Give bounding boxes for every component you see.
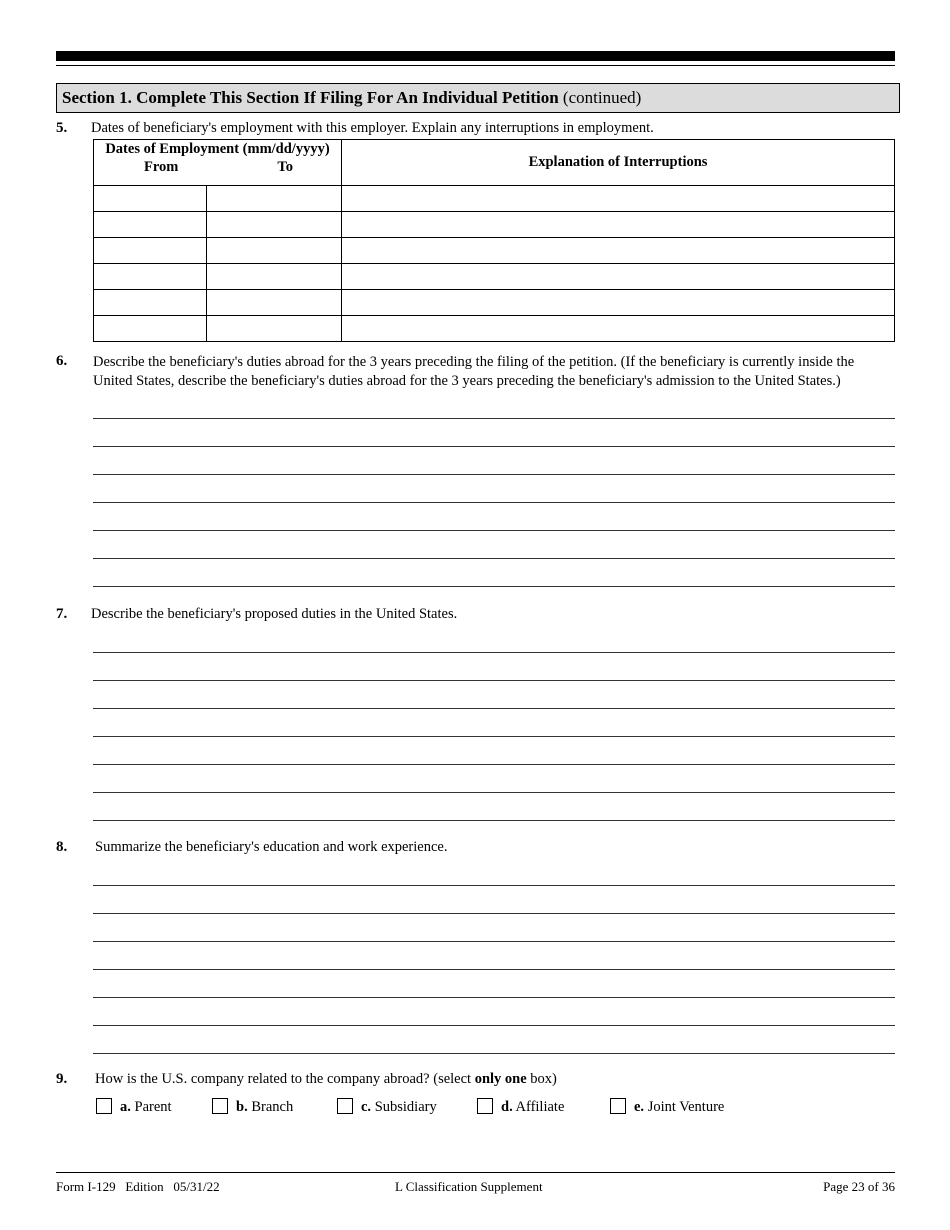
section-title: Section 1. Complete This Section If Filing For An Individual Petition xyxy=(62,88,559,107)
option-branch[interactable] xyxy=(212,1098,293,1116)
option-letter: b. xyxy=(236,1099,248,1115)
q7-answer-line[interactable] xyxy=(93,736,895,737)
explanation-header: Explanation of Interruptions xyxy=(342,140,895,186)
option-label: Affiliate xyxy=(515,1099,565,1115)
to-input[interactable] xyxy=(207,186,342,212)
q6-answer-line[interactable] xyxy=(93,530,895,531)
checkbox-joint-venture[interactable] xyxy=(610,1098,626,1114)
explanation-input[interactable] xyxy=(342,290,895,316)
from-input[interactable] xyxy=(94,238,207,264)
footer-rule xyxy=(56,1172,895,1173)
q8-answer-line[interactable] xyxy=(93,1053,895,1054)
to-input[interactable] xyxy=(207,290,342,316)
from-input[interactable] xyxy=(94,212,207,238)
checkbox-affiliate[interactable] xyxy=(477,1098,493,1114)
to-input[interactable] xyxy=(207,264,342,290)
q9-text-suffix: box) xyxy=(526,1071,557,1087)
dates-header-cell xyxy=(94,140,342,186)
from-input[interactable] xyxy=(94,316,207,342)
q6-text-line1: Describe the beneficiary's duties abroad for the 3 years preceding the filing of the petition. (If the beneficiary is currently inside the xyxy=(93,354,855,370)
q8-answer-line[interactable] xyxy=(93,941,895,942)
q7-text: Describe the beneficiary's proposed duties in the United States. xyxy=(91,606,458,622)
option-label: Branch xyxy=(251,1099,294,1115)
q7-answer-line[interactable] xyxy=(93,764,895,765)
employment-table xyxy=(93,139,895,342)
header-rule-thick xyxy=(56,51,895,61)
q7-answer-line[interactable] xyxy=(93,652,895,653)
q6-answer-line[interactable] xyxy=(93,586,895,587)
q5-text: Dates of beneficiary's employment with this employer. Explain any interruptions in employment. xyxy=(91,120,654,136)
q8-text: Summarize the beneficiary's education and work experience. xyxy=(95,839,448,855)
to-header: To xyxy=(277,159,293,175)
q5-number: 5. xyxy=(56,120,68,136)
q6-answer-line[interactable] xyxy=(93,474,895,475)
from-input[interactable] xyxy=(94,290,207,316)
option-label: Subsidiary xyxy=(374,1099,437,1115)
q9-text xyxy=(95,1071,557,1088)
checkbox-subsidiary[interactable] xyxy=(337,1098,353,1114)
q7-number: 7. xyxy=(56,606,68,622)
footer-form-edition: Form I-129 Edition 05/31/22 xyxy=(56,1179,220,1194)
q6-answer-line[interactable] xyxy=(93,418,895,419)
q7-answer-line[interactable] xyxy=(93,792,895,793)
explanation-input[interactable] xyxy=(342,316,895,342)
to-input[interactable] xyxy=(207,238,342,264)
q8-answer-line[interactable] xyxy=(93,997,895,998)
q7-answer-line[interactable] xyxy=(93,680,895,681)
q6-answer-line[interactable] xyxy=(93,558,895,559)
footer-page-number: Page 23 of 36 xyxy=(823,1179,895,1194)
to-input[interactable] xyxy=(207,212,342,238)
dates-header: Dates of Employment (mm/dd/yyyy) xyxy=(105,141,330,157)
explanation-input[interactable] xyxy=(342,186,895,212)
footer-title: L Classification Supplement xyxy=(395,1179,543,1194)
option-parent[interactable] xyxy=(96,1098,172,1116)
checkbox-branch[interactable] xyxy=(212,1098,228,1114)
q8-answer-line[interactable] xyxy=(93,969,895,970)
to-input[interactable] xyxy=(207,316,342,342)
q6-answer-line[interactable] xyxy=(93,502,895,503)
option-letter: a. xyxy=(120,1099,131,1115)
q6-text-line2: United States, describe the beneficiary's duties abroad for the 3 years preceding the beneficiary's admission to the United States.) xyxy=(93,373,841,389)
option-affiliate[interactable] xyxy=(477,1098,564,1116)
q8-answer-line[interactable] xyxy=(93,913,895,914)
q8-answer-line[interactable] xyxy=(93,1025,895,1026)
explanation-input[interactable] xyxy=(342,238,895,264)
q7-answer-line[interactable] xyxy=(93,708,895,709)
from-input[interactable] xyxy=(94,186,207,212)
option-label: Parent xyxy=(134,1099,172,1115)
section-continued: (continued) xyxy=(562,88,642,107)
q6-number: 6. xyxy=(56,353,68,369)
option-label: Joint Venture xyxy=(647,1099,725,1115)
q9-number: 9. xyxy=(56,1071,68,1087)
checkbox-parent[interactable] xyxy=(96,1098,112,1114)
option-letter: c. xyxy=(361,1099,372,1115)
q9-text-bold: only one xyxy=(474,1071,527,1087)
option-letter: e. xyxy=(634,1099,645,1115)
option-subsidiary[interactable] xyxy=(337,1098,437,1116)
option-letter: d. xyxy=(501,1099,513,1115)
table-row xyxy=(94,212,895,238)
explanation-input[interactable] xyxy=(342,212,895,238)
from-header: From xyxy=(144,159,179,175)
q9-text-prefix: How is the U.S. company related to the company abroad? (select xyxy=(95,1071,475,1087)
table-row xyxy=(94,186,895,212)
q6-answer-line[interactable] xyxy=(93,446,895,447)
explanation-input[interactable] xyxy=(342,264,895,290)
q8-number: 8. xyxy=(56,839,68,855)
q7-answer-line[interactable] xyxy=(93,820,895,821)
from-input[interactable] xyxy=(94,264,207,290)
header-rule-thin xyxy=(56,65,895,66)
table-row xyxy=(94,290,895,316)
q6-text xyxy=(93,353,893,391)
q8-answer-line[interactable] xyxy=(93,885,895,886)
table-row xyxy=(94,316,895,342)
option-joint-venture[interactable] xyxy=(610,1098,724,1116)
table-row xyxy=(94,264,895,290)
table-row xyxy=(94,238,895,264)
section-header xyxy=(56,83,900,113)
